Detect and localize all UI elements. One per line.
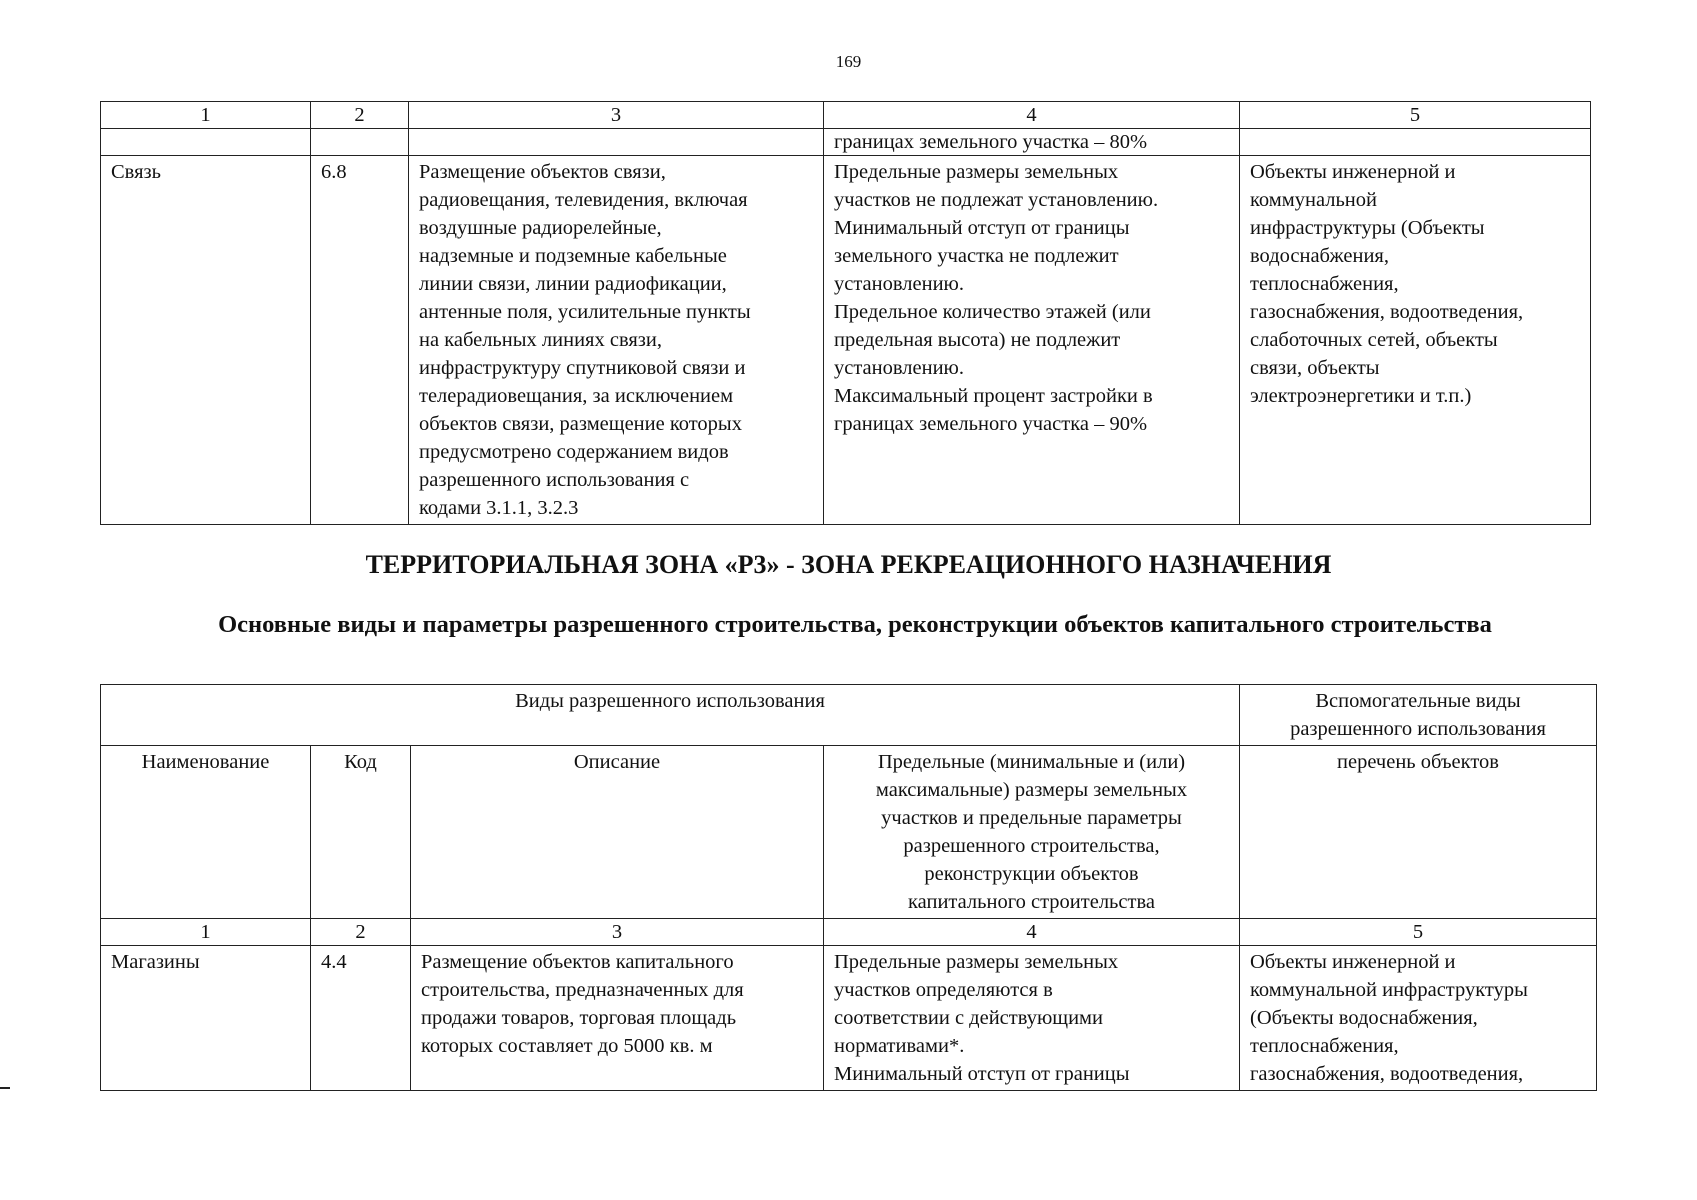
text-line: разрешенного использования с (419, 469, 690, 491)
use-parameters (824, 946, 1240, 1091)
text-line: (Объекты водоснабжения, (1250, 1007, 1478, 1029)
text-line: теплоснабжения, (1250, 1035, 1399, 1057)
text-line: газоснабжения, водоотведения, (1250, 301, 1524, 323)
text-line: нормативами*. (834, 1035, 965, 1057)
use-parameters (824, 156, 1240, 525)
text-line: на кабельных линиях связи, (419, 329, 662, 351)
cell-empty (409, 129, 824, 156)
col-number-3: 3 (409, 102, 824, 129)
text-line: коммунальной инфраструктуры (1250, 979, 1528, 1001)
table-row (101, 946, 1597, 1091)
use-name: Связь (101, 156, 311, 525)
text-line: соответствии с действующими (834, 1007, 1103, 1029)
text-line: капитального строительства (908, 891, 1155, 913)
use-auxiliary (1240, 946, 1597, 1091)
text-line: установлению. (834, 273, 964, 295)
col-number-2: 2 (311, 919, 411, 946)
header-auxiliary (1240, 685, 1597, 746)
table-header-group (101, 685, 1597, 746)
text-line: радиовещания, телевидения, включая (419, 189, 748, 211)
text-line: разрешенного использования (1290, 718, 1546, 740)
text-line: Объекты инженерной и (1250, 951, 1456, 973)
text-line: которых составляет до 5000 кв. м (421, 1035, 713, 1057)
text-line: Минимальный отступ от границы (834, 217, 1130, 239)
text-line: линии связи, линии радиофикации, (419, 273, 727, 295)
text-line: Вспомогательные виды (1315, 690, 1521, 712)
table-row (101, 156, 1591, 525)
table-header-columns (101, 746, 1597, 919)
table-continuation (100, 101, 1591, 525)
text-line: Предельное количество этажей (или (834, 301, 1151, 323)
text-line: Объекты инженерной и (1250, 161, 1456, 183)
text-line: участков определяются в (834, 979, 1053, 1001)
col-number-4: 4 (824, 102, 1240, 129)
text-line: связи, объекты (1250, 357, 1380, 379)
cell-empty (1240, 129, 1591, 156)
use-description (411, 946, 824, 1091)
text-line: реконструкции объектов (924, 863, 1139, 885)
text-line: коммунальной (1250, 189, 1377, 211)
table-header-numbers (101, 919, 1597, 946)
text-line: максимальные) размеры земельных (875, 779, 1188, 801)
text-line: разрешенного строительства, (903, 835, 1160, 857)
page-number: 169 (835, 52, 862, 71)
text-line: телерадиовещания, за исключением (419, 385, 734, 407)
col-number-1: 1 (101, 102, 311, 129)
text-line: слаботочных сетей, объекты (1250, 329, 1498, 351)
text-line: надземные и подземные кабельные (419, 245, 727, 267)
text-line: строительства, предназначенных для (421, 979, 744, 1001)
cell-empty (101, 129, 311, 156)
header-main: Виды разрешенного использования (101, 685, 1240, 746)
text-line: воздушные радиорелейные, (419, 217, 662, 239)
header-description: Описание (411, 746, 824, 919)
cell-continued-text: границах земельного участка – 80% (824, 129, 1240, 156)
use-name: Магазины (101, 946, 311, 1091)
text-line: водоснабжения, (1250, 245, 1389, 267)
text-line: кодами 3.1.1, 3.2.3 (419, 497, 579, 519)
text-line: земельного участка не подлежит (834, 245, 1119, 267)
table-recreation-zone (100, 684, 1597, 1091)
text-line: Предельные размеры земельных (834, 161, 1119, 183)
text-line: антенные поля, усилительные пункты (419, 301, 751, 323)
table-row-continued (101, 129, 1591, 156)
text-line: предусмотрено содержанием видов (419, 441, 729, 463)
header-name: Наименование (101, 746, 311, 919)
text-line: инфраструктуры (Объекты (1250, 217, 1485, 239)
text-line: границах земельного участка – 90% (834, 413, 1148, 435)
header-parameters (824, 746, 1240, 919)
text-line: участков не подлежат установлению. (834, 189, 1159, 211)
text-line: электроэнергетики и т.п.) (1250, 385, 1472, 407)
text-line: Размещение объектов капитального (421, 951, 734, 973)
text-line: Минимальный отступ от границы (834, 1063, 1130, 1085)
text-line: Предельные (минимальные и (или) (877, 751, 1186, 773)
text-line: предельная высота) не подлежит (834, 329, 1121, 351)
text-line: газоснабжения, водоотведения, (1250, 1063, 1524, 1085)
text-line: продажи товаров, торговая площадь (421, 1007, 737, 1029)
col-number-5: 5 (1240, 102, 1591, 129)
use-auxiliary (1240, 156, 1591, 525)
text-line: объектов связи, размещение которых (419, 413, 742, 435)
col-number-1: 1 (101, 919, 311, 946)
table-header-numbers (101, 102, 1591, 129)
col-number-4: 4 (824, 919, 1240, 946)
text-line: инфраструктуру спутниковой связи и (419, 357, 746, 379)
use-code: 4.4 (311, 946, 411, 1091)
col-number-3: 3 (411, 919, 824, 946)
text-line: участков и предельные параметры (881, 807, 1182, 829)
col-number-5: 5 (1240, 919, 1597, 946)
text-line: Максимальный процент застройки в (834, 385, 1153, 407)
section-title: Основные виды и параметры разрешенного строительства, реконструкции объектов капитального строительства (218, 611, 1492, 638)
header-objects-list: перечень объектов (1240, 746, 1597, 919)
margin-mark (0, 1087, 10, 1089)
use-code: 6.8 (311, 156, 409, 525)
text-line: Размещение объектов связи, (419, 161, 666, 183)
cell-empty (311, 129, 409, 156)
zone-title: ТЕРРИТОРИАЛЬНАЯ ЗОНА «Р3» - ЗОНА РЕКРЕАЦИОННОГО НАЗНАЧЕНИЯ (365, 550, 1332, 579)
col-number-2: 2 (311, 102, 409, 129)
use-description (409, 156, 824, 525)
text-line: теплоснабжения, (1250, 273, 1399, 295)
text-line: Предельные размеры земельных (834, 951, 1119, 973)
header-code: Код (311, 746, 411, 919)
text-line: установлению. (834, 357, 964, 379)
